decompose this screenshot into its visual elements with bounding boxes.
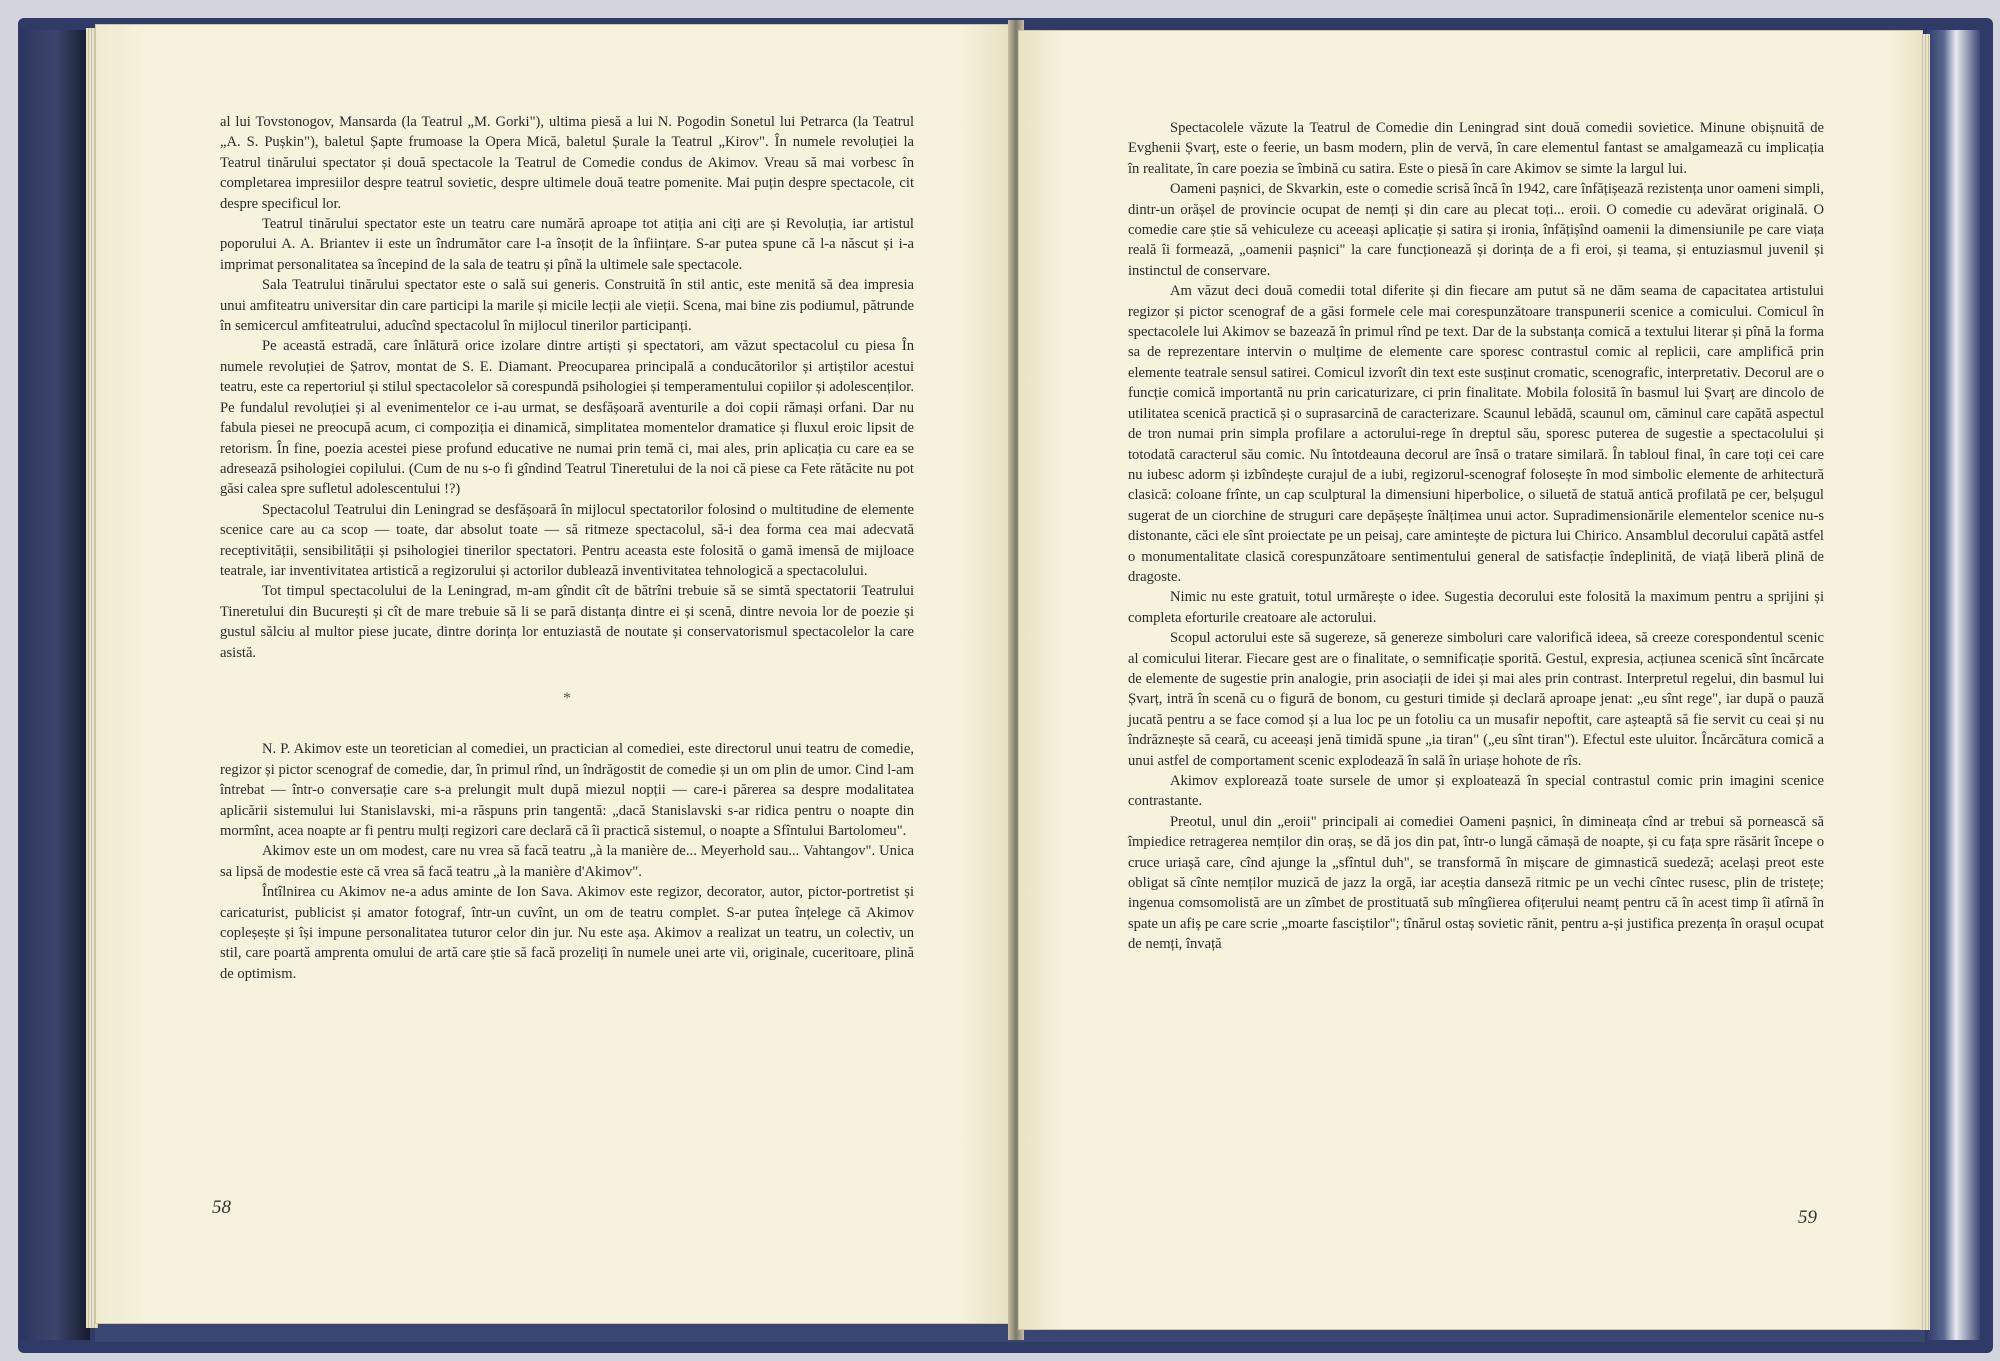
section-separator: *	[563, 689, 571, 707]
paragraph: Teatrul tinărului spectator este un teatru care numără aproape tot atiția ani ciți are și Revoluția, iar artistul poporului A. A. Briantev ii este un îndrumător care l-a însoțit de la înființare. S-ar putea spune că l-a născut și i-a imprimat personalitatea sa începind de la sala de teatru și pînă la ultimele sale spectacole.	[220, 216, 914, 273]
paragraph: al lui Tovstonogov, Mansarda (la Teatrul „M. Gorki"), ultima piesă a lui N. Pogodin Sonetul lui Petrarca (la Teatrul „A. S. Pușkin"), baletul Șapte frumoase la Opera Mică, baletul Șurale la Teatrul „Kirov". În numele revoluției la Teatrul tinărului spectator și două spectacole la Teatrul de Comedie condus de Akimov. Vreau să mai vorbesc în completarea impresiilor despre teatrul sovietic, despre ultimele două teatre pomenite. Mai puțin despre spectacole, cit despre specificul lor.	[220, 114, 914, 212]
left-page-text	[220, 112, 914, 984]
paragraph: Akimov explorează toate sursele de umor și exploatează în special contrastul comic prin imagini scenice contrastante.	[1128, 773, 1824, 810]
paragraph: Sala Teatrului tinărului spectator este o sală sui generis. Construită în stil antic, este menită să dea impresia unui amfiteatru universitar din care participi la marile și micile lecții ale vieții. Scena, mai bine zis podiumul, pătrunde în semicercul amfiteatrului, aducînd spectacolul în mijlocul tinerilor participanți.	[220, 277, 914, 335]
page-number-right: 59	[1798, 1207, 1817, 1228]
paragraph: Spectacolele văzute la Teatrul de Comedie din Leningrad sint două comedii sovietice. Minune obișnuită de Evghenii Șvarț, este o feerie, un basm modern, plin de vervă, în care elementul fantast se amalgamează cu implicația în realitate, în care poezia se îmbină cu satira. Este o piesă în care Akimov se simte la largul lui.	[1128, 120, 1824, 177]
paragraph: Akimov este un om modest, care nu vrea să facă teatru „à la manière de... Meyerhold sau... Vahtangov". Unica sa lipsă de modestie este că vrea să facă teatru „à la manière d'Akimov".	[220, 843, 914, 880]
page-stack-right	[1920, 34, 1930, 1330]
cover-edge-left	[20, 30, 90, 1340]
paragraph: Am văzut deci două comedii total diferite și din fiecare am putut să ne dăm seama de capacitatea artistului regizor și pictor scenograf de a găsi formele cele mai corespunzătoare transpunerii scenice a comicului. Comicul în spectacolele lui Akimov se bazează în primul rînd pe text. Dar de la substanța comică a textului literar și pînă la forma sa de reprezentare intervin o mulțime de elemente care sporesc contrastul comic al replicii, care amplifică prin elemente teatrale sensul satirei. Comicul izvorît din text este susținut cromatic, scenografic, interpretativ. Decorul are o funcție comică importantă nu prin caricaturizare, ci prin finalitate. Mobila folosită în basmul lui Șvarț are dincolo de utilitatea scenică practică și o suprasarcină de caracterizare. Scaunul lebădă, scaunul om, căminul care capătă aspectul de tron numai prin simpla profilare a actorului-rege în dreptul său, sporesc puterea de sugestie a spectacolului și totodată caracterul său comic. Nu întotdeauna decorul are însă o tratare similară. În tabloul final, în care toți cei care nu iubesc adorm și izbîndește curajul de a iubi, regizorul-scenograf folosește în mod simbolic elemente de arhitectură clasică: coloane frînte, un cap sculptural la dimensiuni hiperbolice, o siluetă de statuă antică profilată pe cer, belșugul sugerat de un ciorchine de struguri care depășește înălțimea unui actor. Supradimensionările elementelor scenice nu-s distonante, căci ele sînt proiectate pe un peisaj, care amintește de pictura lui Chirico. Ansamblul decorului capătă astfel o monumentalitate clasică corespunzătoare sentimentului general de satisfacție îndeplinită, de viață liberă plină de dragoste.	[1128, 283, 1824, 585]
paragraph: N. P. Akimov este un teoretician al comediei, un practician al comediei, este directorul unui teatru de comedie, regizor și pictor scenograf de comedie, dar, în primul rînd, un îndrăgostit de comedie și un om plin de umor. Cind l-am întrebat — într-o conversație care s-a prelungit mult după miezul nopții — care-i părerea sa despre modalitatea aplicării sistemului lui Stanislavski, mi-a răspuns prin tangentă: „dacă Stanislavski s-ar ridica pentru o noapte din mormînt, acea noapte ar fi pentru mulți regizori care declară că îi practică sistemul, o noapte a Sfîntului Bartolomeu".	[220, 741, 914, 839]
paragraph: Preotul, unul din „eroii" principali ai comediei Oameni pașnici, în dimineața cînd ar trebui să pornească să împiedice retragerea nemților din oraș, se dă jos din pat, într-o lungă cămașă de noapte, și cu fața spre răsărit începe o cruce uriașă care, cînd ajunge la „sfîntul duh", se transformă în mișcare de gimnastică suedeză; același preot este obligat să cînte nemților muzică de jazz la orgă, iar aceștia danseză ritmic pe un vechi cîntec rusesc, plin de tristețe; ingenua comsomolistă are un zîmbet de prostituată sub mîngîierea ofițerului neamț pentru că în acest timp îi atîrnă în spate un afiș pe care scrie „moarte fasciștilor"; tînărul ostaș sovietic rănit, pentru a-și justifica prezența în orașul ocupat de nemți, învață	[1128, 813, 1824, 953]
paragraph: Oameni pașnici, de Skvarkin, este o comedie scrisă încă în 1942, care înfățișează rezistența unor oameni simpli, dintr-un orășel de provincie ocupat de nemți și din care au plecat toți... eroii. O comedie cu adevărat originală. O comedie care știe să vehiculeze cu aceeași aplicație și satira și ironia, înfățișînd oamenii la dimensiunile pe care viața reală îi formează, „oamenii pașnici" la care funcționează și dorința de a fi eroi, și teama, și entuziasmul juvenil și instinctul de conservare.	[1128, 181, 1824, 279]
page-number-left: 58	[212, 1197, 231, 1218]
paragraph: Pe această estradă, care înlătură orice izolare dintre artiști și spectatori, am văzut spectacolul cu piesa În numele revoluției de Șatrov, montat de S. E. Diamant. Preocuparea principală a conducătorilor și artiștilor acestui teatru, este ca repertoriul și stilul spectacolelor să corespundă psihologiei și temperamentului copiilor și adolescenților. Pe fundalul revoluției și al evenimentelor ce i-au urmat, se desfășoară aventurile a doi copii rămași orfani. Dar nu fabula piesei ne preocupă acum, ci compoziția ei dinamică, simplitatea momentelor dramatice și fluxul eroic lipsit de retorism. În fine, poezia acestei piese profund educative ne numai prin temă ci, mai ales, prin aplicația cu care ea se adresează psihologiei copilului. (Cum de nu s-o fi gîndind Teatrul Tineretului de la noi că piese ca Fete rătăcite nu pot găsi calea spre sufletul adolescentului !?)	[220, 338, 914, 498]
paragraph: Spectacolul Teatrului din Leningrad se desfășoară în mijlocul spectatorilor folosind o multitudine de elemente scenice care au ca scop — toate, dar absolut toate — să ritmeze spectacolul, să-i dea forma cea mai adecvată receptivității, sensibilității și psihologiei tinerilor spectatori. Pentru aceasta este folosită o gamă imensă de mijloace teatrale, iar inventivitatea artistică a regizorului și actorilor dublează inventivitatea tehnologică a spectacolului.	[220, 501, 914, 579]
paragraph: Tot timpul spectacolului de la Leningrad, m-am gîndit cît de bătrîni trebuie să se simtă spectatorii Teatrului Tineretului din București și cît de mare trebuie să li se pară distanța dintre ei și scenă, dintre nevoia lor de poezie și gustul sălciu al multor piese jucate, dintre dorința lor entuziastă de noutate și conservatorismul spectacolelor la care asistă.	[220, 583, 914, 661]
right-page-text	[1128, 118, 1824, 955]
paragraph: Nimic nu este gratuit, totul urmărește o idee. Sugestia decorului este folosită la maximum pentru a sprijini și completa eforturile creatoare ale actorului.	[1128, 589, 1824, 626]
paragraph: Scopul actorului este să sugereze, să genereze simboluri care valorifică ideea, să creeze corespondentul scenic al comicului literar. Fiecare gest are o finalitate, o semnificație sporită. Gestul, expresia, acțiunea scenică sînt încărcate de elemente de sugestie prin analogie, prin asociații de idei și mai ales prin contrast. Interpretul regelui, din basmul lui Șvarț, intră în scenă cu o figură de bonom, cu gesturi timide și declară aproape jenat: „eu sînt rege", iar după o pauză jucată pentru a se face comod și a lua loc pe un fotoliu ca un musafir nepoftit, care așteaptă să fie servit cu ceai și nu îndrăznește să ceară, cu aceeași jenă timidă spune „ia tiran" („eu sînt tiran"). Efectul este uluitor. Încărcătura comică a unui astfel de comportament scenic explodează în sală în uriașe hohote de rîs.	[1128, 630, 1824, 769]
paragraph: Întîlnirea cu Akimov ne-a adus aminte de Ion Sava. Akimov este regizor, decorator, autor, pictor-portretist și caricaturist, publicist și amator fotograf, într-un cuvînt, un om de teatru complet. S-ar putea înțelege că Akimov copleșește și își impune personalitatea tuturor celor din jur. Nu este așa. Akimov a realizat un teatru, un colectiv, un stil, care poartă amprenta omului de artă care știe să facă prozeliți în numele unei arte vii, originale, cuceritoare, plină de optimism.	[220, 884, 914, 982]
